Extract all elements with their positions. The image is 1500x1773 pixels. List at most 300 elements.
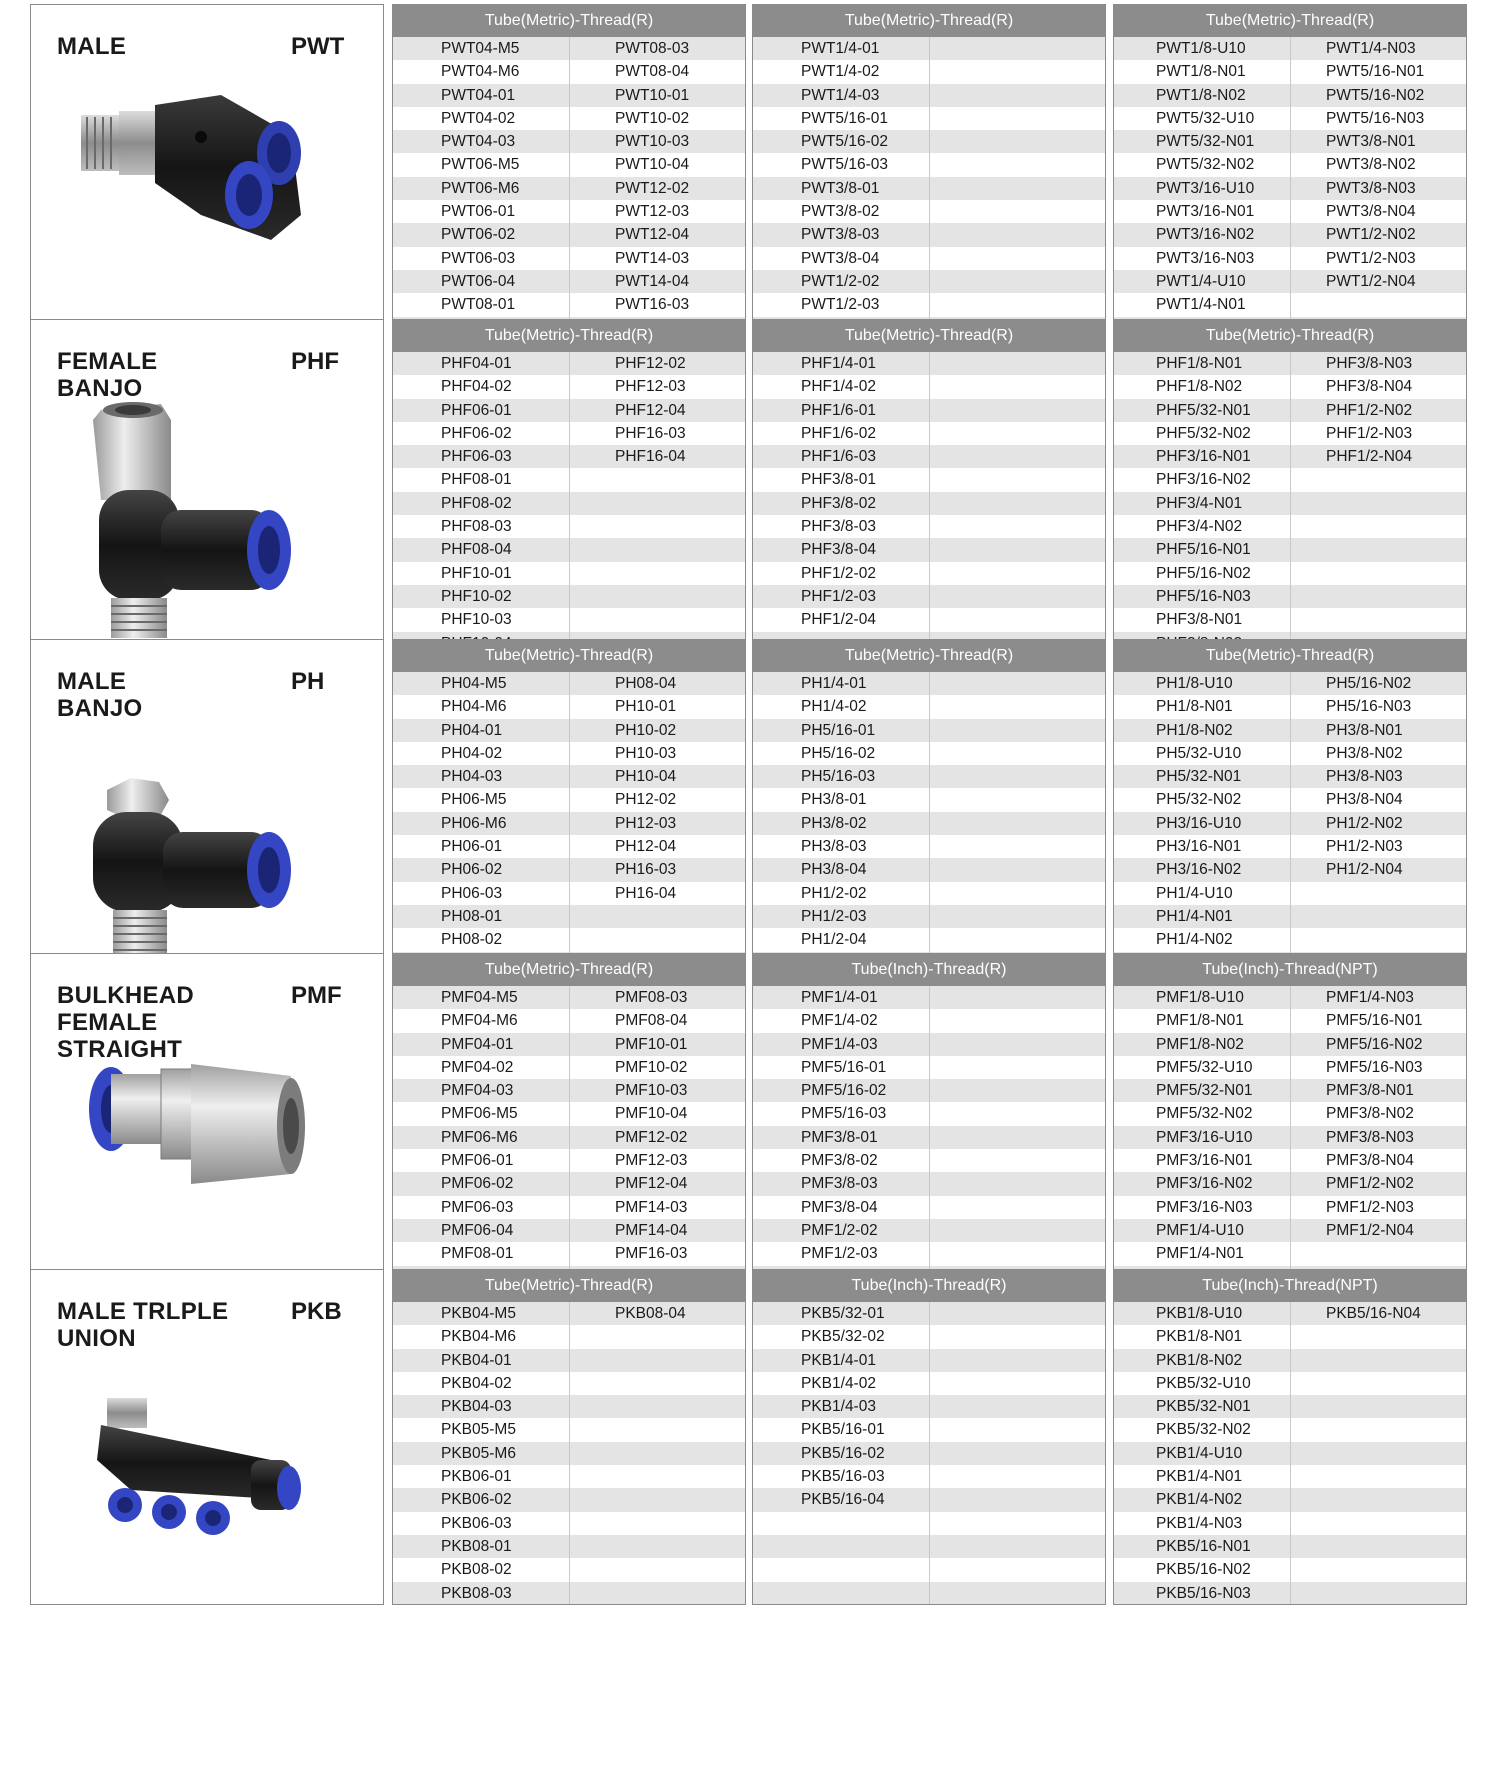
column-divider	[1290, 538, 1291, 561]
part-number-cell: PWT1/4-02	[801, 63, 880, 81]
part-number-cell: PH08-01	[441, 907, 503, 925]
table-row	[753, 858, 1105, 881]
part-number-cell: PH5/16-03	[801, 768, 876, 786]
table-row	[393, 492, 745, 515]
part-number-cell: PWT04-03	[441, 133, 516, 151]
part-number-table	[392, 4, 746, 340]
part-number-cell: PKB04-M6	[441, 1328, 516, 1346]
column-divider	[1290, 1535, 1291, 1558]
part-number-cell: PH3/8-N04	[1326, 791, 1403, 809]
column-divider	[569, 84, 570, 107]
product-code: PH	[291, 668, 325, 695]
table-header: Tube(Metric)-Thread(R)	[393, 640, 745, 672]
part-number-cell: PMF5/32-N01	[1156, 1082, 1253, 1100]
column-divider	[929, 223, 930, 246]
part-number-cell: PMF14-04	[615, 1221, 688, 1239]
column-divider	[929, 247, 930, 270]
part-number-cell: PMF06-04	[441, 1221, 514, 1239]
product-card	[30, 1269, 384, 1605]
part-number-cell: PH1/4-N01	[1156, 907, 1233, 925]
table-row	[393, 84, 745, 107]
part-number-cell: PH04-02	[441, 744, 503, 762]
part-number-cell: PKB08-03	[441, 1584, 512, 1602]
column-divider	[1290, 468, 1291, 491]
column-divider	[929, 422, 930, 445]
part-number-cell: PKB5/16-03	[801, 1468, 885, 1486]
column-divider	[929, 177, 930, 200]
part-number-cell: PWT3/8-N04	[1326, 203, 1416, 221]
table-row	[753, 445, 1105, 468]
table-row	[1114, 1512, 1466, 1535]
table-body	[1114, 986, 1466, 1289]
part-number-cell: PMF3/8-03	[801, 1175, 878, 1193]
part-number-cell: PMF1/2-N03	[1326, 1198, 1414, 1216]
table-row	[393, 37, 745, 60]
table-row	[1114, 1535, 1466, 1558]
part-number-cell: PWT3/16-U10	[1156, 179, 1255, 197]
part-number-cell: PH3/8-01	[801, 791, 867, 809]
part-number-cell: PMF5/16-N03	[1326, 1058, 1423, 1076]
table-row	[393, 562, 745, 585]
part-number-cell: PMF5/16-02	[801, 1082, 887, 1100]
part-number-cell: PWT12-03	[615, 203, 690, 221]
part-number-cell: PMF16-03	[615, 1245, 688, 1263]
part-number-cell: PHF3/16-N02	[1156, 471, 1251, 489]
table-row	[393, 247, 745, 270]
part-number-cell: PMF04-03	[441, 1082, 514, 1100]
column-divider	[569, 1242, 570, 1265]
table-row	[753, 84, 1105, 107]
column-divider	[569, 1418, 570, 1441]
product-section	[0, 639, 1500, 979]
part-number-cell: PWT04-02	[441, 109, 516, 127]
product-name: MALE TRLPLE UNION	[57, 1298, 229, 1352]
table-body	[393, 37, 745, 340]
column-divider	[929, 270, 930, 293]
part-number-cell: PKB05-M6	[441, 1444, 516, 1462]
column-divider	[569, 515, 570, 538]
table-row	[1114, 788, 1466, 811]
part-number-cell: PWT06-01	[441, 203, 516, 221]
table-row	[393, 1056, 745, 1079]
column-divider	[929, 1302, 930, 1325]
column-divider	[1290, 858, 1291, 881]
column-divider	[569, 177, 570, 200]
table-row	[393, 882, 745, 905]
column-divider	[929, 858, 930, 881]
part-number-cell: PHF3/4-N01	[1156, 494, 1243, 512]
column-divider	[1290, 270, 1291, 293]
part-number-cell: PMF5/16-N02	[1326, 1035, 1423, 1053]
column-divider	[1290, 1219, 1291, 1242]
part-number-cell: PHF16-04	[615, 448, 686, 466]
column-divider	[569, 468, 570, 491]
part-number-cell: PMF1/8-N01	[1156, 1012, 1244, 1030]
column-divider	[929, 153, 930, 176]
table-row	[393, 1126, 745, 1149]
part-number-cell: PKB5/16-01	[801, 1421, 885, 1439]
part-number-cell: PMF1/4-U10	[1156, 1221, 1244, 1239]
part-number-cell: PKB5/32-N02	[1156, 1421, 1251, 1439]
part-number-cell: PWT1/2-N04	[1326, 272, 1416, 290]
column-divider	[929, 1488, 930, 1511]
table-row	[393, 352, 745, 375]
table-row	[1114, 672, 1466, 695]
table-row	[753, 1582, 1105, 1605]
table-body	[393, 352, 745, 655]
column-divider	[1290, 608, 1291, 631]
part-number-cell: PKB04-02	[441, 1374, 512, 1392]
table-row	[1114, 1009, 1466, 1032]
part-number-cell: PH1/2-N04	[1326, 861, 1403, 879]
table-row	[393, 1302, 745, 1325]
part-number-cell: PWT06-02	[441, 226, 516, 244]
part-number-cell: PKB1/4-N03	[1156, 1514, 1243, 1532]
part-number-cell: PMF06-02	[441, 1175, 514, 1193]
table-row	[1114, 1126, 1466, 1149]
column-divider	[1290, 1465, 1291, 1488]
part-number-cell: PMF1/4-02	[801, 1012, 878, 1030]
part-number-cell: PWT3/8-03	[801, 226, 880, 244]
table-row	[753, 200, 1105, 223]
column-divider	[1290, 1349, 1291, 1372]
column-divider	[569, 247, 570, 270]
column-divider	[1290, 37, 1291, 60]
column-divider	[569, 1302, 570, 1325]
column-divider	[569, 1149, 570, 1172]
part-number-cell: PKB08-04	[615, 1305, 686, 1322]
part-number-cell: PMF14-03	[615, 1198, 688, 1216]
table-header: Tube(Inch)-Thread(R)	[753, 1270, 1105, 1302]
part-number-cell: PWT04-M6	[441, 63, 520, 81]
table-row	[1114, 1219, 1466, 1242]
column-divider	[569, 858, 570, 881]
part-number-cell: PWT1/4-N01	[1156, 296, 1246, 314]
part-number-cell: PHF16-03	[615, 424, 686, 442]
part-number-cell: PMF1/8-N02	[1156, 1035, 1244, 1053]
column-divider	[1290, 986, 1291, 1009]
part-number-cell: PMF1/4-N03	[1326, 989, 1414, 1006]
table-row	[1114, 422, 1466, 445]
column-divider	[929, 1535, 930, 1558]
part-number-cell: PKB1/4-N01	[1156, 1468, 1243, 1486]
table-row	[1114, 153, 1466, 176]
table-row	[753, 695, 1105, 718]
part-number-cell: PKB5/16-N04	[1326, 1305, 1421, 1322]
product-section	[0, 953, 1500, 1293]
column-divider	[1290, 695, 1291, 718]
column-divider	[569, 422, 570, 445]
column-divider	[569, 1102, 570, 1125]
part-number-cell: PMF08-01	[441, 1245, 514, 1263]
table-row	[753, 1172, 1105, 1195]
table-row	[393, 1465, 745, 1488]
column-divider	[569, 399, 570, 422]
column-divider	[929, 293, 930, 316]
table-row	[1114, 107, 1466, 130]
table-row	[393, 293, 745, 316]
table-row	[1114, 986, 1466, 1009]
part-number-cell: PWT3/8-N03	[1326, 179, 1416, 197]
product-code: PMF	[291, 982, 342, 1009]
part-number-cell: PH1/2-03	[801, 907, 867, 925]
table-row	[1114, 1056, 1466, 1079]
column-divider	[1290, 492, 1291, 515]
column-divider	[569, 788, 570, 811]
part-number-cell: PMF10-04	[615, 1105, 688, 1123]
part-number-cell: PMF04-02	[441, 1058, 514, 1076]
table-row	[1114, 608, 1466, 631]
part-number-cell: PHF3/8-03	[801, 518, 876, 536]
table-body	[393, 672, 745, 975]
part-number-cell: PKB1/4-U10	[1156, 1444, 1243, 1462]
column-divider	[569, 882, 570, 905]
part-number-cell: PMF3/8-N01	[1326, 1082, 1414, 1100]
part-number-cell: PMF04-M6	[441, 1012, 518, 1030]
column-divider	[929, 1149, 930, 1172]
table-row	[393, 177, 745, 200]
column-divider	[569, 1535, 570, 1558]
table-row	[393, 130, 745, 153]
part-number-cell: PKB1/8-N01	[1156, 1328, 1243, 1346]
part-number-cell: PWT5/16-02	[801, 133, 889, 151]
table-row	[393, 399, 745, 422]
column-divider	[929, 905, 930, 928]
column-divider	[929, 1325, 930, 1348]
column-divider	[1290, 1582, 1291, 1605]
part-number-cell: PHF08-01	[441, 471, 512, 489]
column-divider	[1290, 788, 1291, 811]
column-divider	[569, 672, 570, 695]
part-number-cell: PHF1/6-03	[801, 448, 876, 466]
column-divider	[1290, 1033, 1291, 1056]
part-number-cell: PMF1/2-03	[801, 1245, 878, 1263]
table-body	[753, 672, 1105, 975]
part-number-cell: PH12-02	[615, 791, 677, 809]
column-divider	[569, 1582, 570, 1605]
column-divider	[1290, 153, 1291, 176]
column-divider	[929, 1349, 930, 1372]
column-divider	[929, 1372, 930, 1395]
product-name: MALE	[57, 33, 127, 60]
table-row	[393, 585, 745, 608]
part-number-cell: PHF1/2-N03	[1326, 424, 1413, 442]
column-divider	[1290, 1302, 1291, 1325]
part-number-cell: PWT06-03	[441, 249, 516, 267]
table-row	[393, 812, 745, 835]
column-divider	[569, 986, 570, 1009]
table-row	[393, 1079, 745, 1102]
part-number-cell: PWT3/8-02	[801, 203, 880, 221]
column-divider	[1290, 200, 1291, 223]
table-row	[393, 1349, 745, 1372]
part-number-cell: PMF3/16-N03	[1156, 1198, 1253, 1216]
part-number-table	[1113, 953, 1467, 1289]
table-row	[393, 928, 745, 951]
product-code: PHF	[291, 348, 339, 375]
table-row	[753, 130, 1105, 153]
part-number-cell: PWT5/32-N01	[1156, 133, 1255, 151]
part-number-cell: PWT5/16-01	[801, 109, 889, 127]
table-row	[393, 60, 745, 83]
column-divider	[1290, 562, 1291, 585]
part-number-cell: PH1/8-N01	[1156, 698, 1233, 716]
column-divider	[1290, 515, 1291, 538]
table-row	[753, 1126, 1105, 1149]
table-header: Tube(Metric)-Thread(R)	[1114, 640, 1466, 672]
column-divider	[929, 1558, 930, 1581]
column-divider	[929, 882, 930, 905]
column-divider	[569, 1442, 570, 1465]
part-number-cell: PKB1/8-N02	[1156, 1351, 1243, 1369]
part-number-cell: PHF1/8-N01	[1156, 355, 1243, 372]
part-number-cell: PWT5/16-N01	[1326, 63, 1425, 81]
part-number-cell: PMF3/8-N04	[1326, 1152, 1414, 1170]
table-row	[1114, 293, 1466, 316]
part-number-cell: PH12-04	[615, 838, 677, 856]
part-number-cell: PMF3/16-N01	[1156, 1152, 1253, 1170]
table-row	[393, 538, 745, 561]
part-number-cell: PKB06-02	[441, 1491, 512, 1509]
part-number-cell: PKB1/4-01	[801, 1351, 876, 1369]
table-row	[753, 719, 1105, 742]
column-divider	[1290, 742, 1291, 765]
product-section	[0, 319, 1500, 659]
part-number-cell: PH10-02	[615, 721, 677, 739]
part-number-cell: PH1/8-N02	[1156, 721, 1233, 739]
part-number-cell: PH1/2-02	[801, 884, 867, 902]
table-row	[393, 695, 745, 718]
column-divider	[929, 1582, 930, 1605]
column-divider	[569, 585, 570, 608]
part-number-cell: PHF1/4-01	[801, 355, 876, 372]
part-number-cell: PWT5/32-N02	[1156, 156, 1255, 174]
part-number-cell: PH5/16-01	[801, 721, 876, 739]
table-row	[753, 1079, 1105, 1102]
table-row	[1114, 200, 1466, 223]
part-number-cell: PWT1/8-U10	[1156, 40, 1246, 57]
part-number-cell: PWT3/8-04	[801, 249, 880, 267]
column-divider	[1290, 177, 1291, 200]
part-number-cell: PHF1/2-N02	[1326, 401, 1413, 419]
column-divider	[1290, 1196, 1291, 1219]
table-row	[1114, 1033, 1466, 1056]
table-row	[1114, 375, 1466, 398]
table-header: Tube(Inch)-Thread(NPT)	[1114, 1270, 1466, 1302]
part-number-cell: PHF1/6-02	[801, 424, 876, 442]
table-row	[753, 788, 1105, 811]
part-number-cell: PMF3/8-02	[801, 1152, 878, 1170]
part-number-cell: PHF3/8-04	[801, 541, 876, 559]
table-row	[393, 445, 745, 468]
table-row	[1114, 835, 1466, 858]
table-row	[753, 1009, 1105, 1032]
table-row	[1114, 1149, 1466, 1172]
table-row	[1114, 1465, 1466, 1488]
column-divider	[569, 538, 570, 561]
column-divider	[569, 742, 570, 765]
product-image	[51, 1330, 361, 1600]
table-row	[1114, 515, 1466, 538]
table-row	[1114, 1079, 1466, 1102]
part-number-cell: PHF08-02	[441, 494, 512, 512]
column-divider	[1290, 130, 1291, 153]
column-divider	[569, 905, 570, 928]
table-row	[393, 223, 745, 246]
part-number-cell: PWT3/8-N02	[1326, 156, 1416, 174]
table-row	[753, 608, 1105, 631]
part-number-cell: PH08-04	[615, 675, 677, 692]
part-number-cell: PH06-01	[441, 838, 503, 856]
column-divider	[569, 1009, 570, 1032]
column-divider	[929, 742, 930, 765]
table-row	[1114, 177, 1466, 200]
part-number-cell: PH16-04	[615, 884, 677, 902]
column-divider	[929, 468, 930, 491]
product-section	[0, 1269, 1500, 1609]
part-number-cell: PHF12-02	[615, 355, 686, 372]
part-number-cell: PH5/16-N02	[1326, 675, 1412, 692]
table-header: Tube(Metric)-Thread(R)	[1114, 320, 1466, 352]
part-number-cell: PH1/2-N03	[1326, 838, 1403, 856]
column-divider	[1290, 223, 1291, 246]
table-row	[393, 765, 745, 788]
table-row	[393, 742, 745, 765]
part-number-cell: PHF3/8-02	[801, 494, 876, 512]
part-number-cell: PMF1/2-02	[801, 1221, 878, 1239]
part-number-cell: PWT5/32-U10	[1156, 109, 1255, 127]
column-divider	[929, 1056, 930, 1079]
column-divider	[569, 719, 570, 742]
column-divider	[569, 293, 570, 316]
part-number-cell: PHF3/8-N04	[1326, 378, 1413, 396]
table-row	[1114, 905, 1466, 928]
table-row	[753, 928, 1105, 951]
part-number-cell: PH1/2-04	[801, 931, 867, 949]
part-number-cell: PKB1/4-N02	[1156, 1491, 1243, 1509]
product-name: FEMALE BANJO	[57, 348, 158, 402]
part-number-cell: PKB5/32-01	[801, 1305, 885, 1322]
column-divider	[1290, 1325, 1291, 1348]
part-number-cell: PHF1/2-02	[801, 564, 876, 582]
table-row	[753, 1395, 1105, 1418]
table-row	[753, 1033, 1105, 1056]
part-number-cell: PH1/4-N02	[1156, 931, 1233, 949]
part-number-cell: PHF3/16-N01	[1156, 448, 1251, 466]
table-row	[393, 1558, 745, 1581]
part-number-cell: PKB5/16-N03	[1156, 1584, 1251, 1602]
part-number-cell: PH1/2-N02	[1326, 814, 1403, 832]
table-row	[393, 200, 745, 223]
column-divider	[1290, 905, 1291, 928]
column-divider	[929, 928, 930, 951]
table-row	[753, 270, 1105, 293]
column-divider	[1290, 84, 1291, 107]
table-row	[753, 515, 1105, 538]
table-row	[393, 153, 745, 176]
table-header: Tube(Metric)-Thread(R)	[753, 640, 1105, 672]
table-row	[753, 742, 1105, 765]
part-number-cell: PH3/16-N02	[1156, 861, 1242, 879]
column-divider	[929, 107, 930, 130]
part-number-cell: PH1/4-U10	[1156, 884, 1233, 902]
part-number-cell: PHF10-03	[441, 611, 512, 629]
product-image	[51, 380, 361, 650]
table-body	[1114, 37, 1466, 340]
part-number-cell: PH04-M6	[441, 698, 507, 716]
table-row	[1114, 247, 1466, 270]
part-number-cell: PMF06-M5	[441, 1105, 518, 1123]
